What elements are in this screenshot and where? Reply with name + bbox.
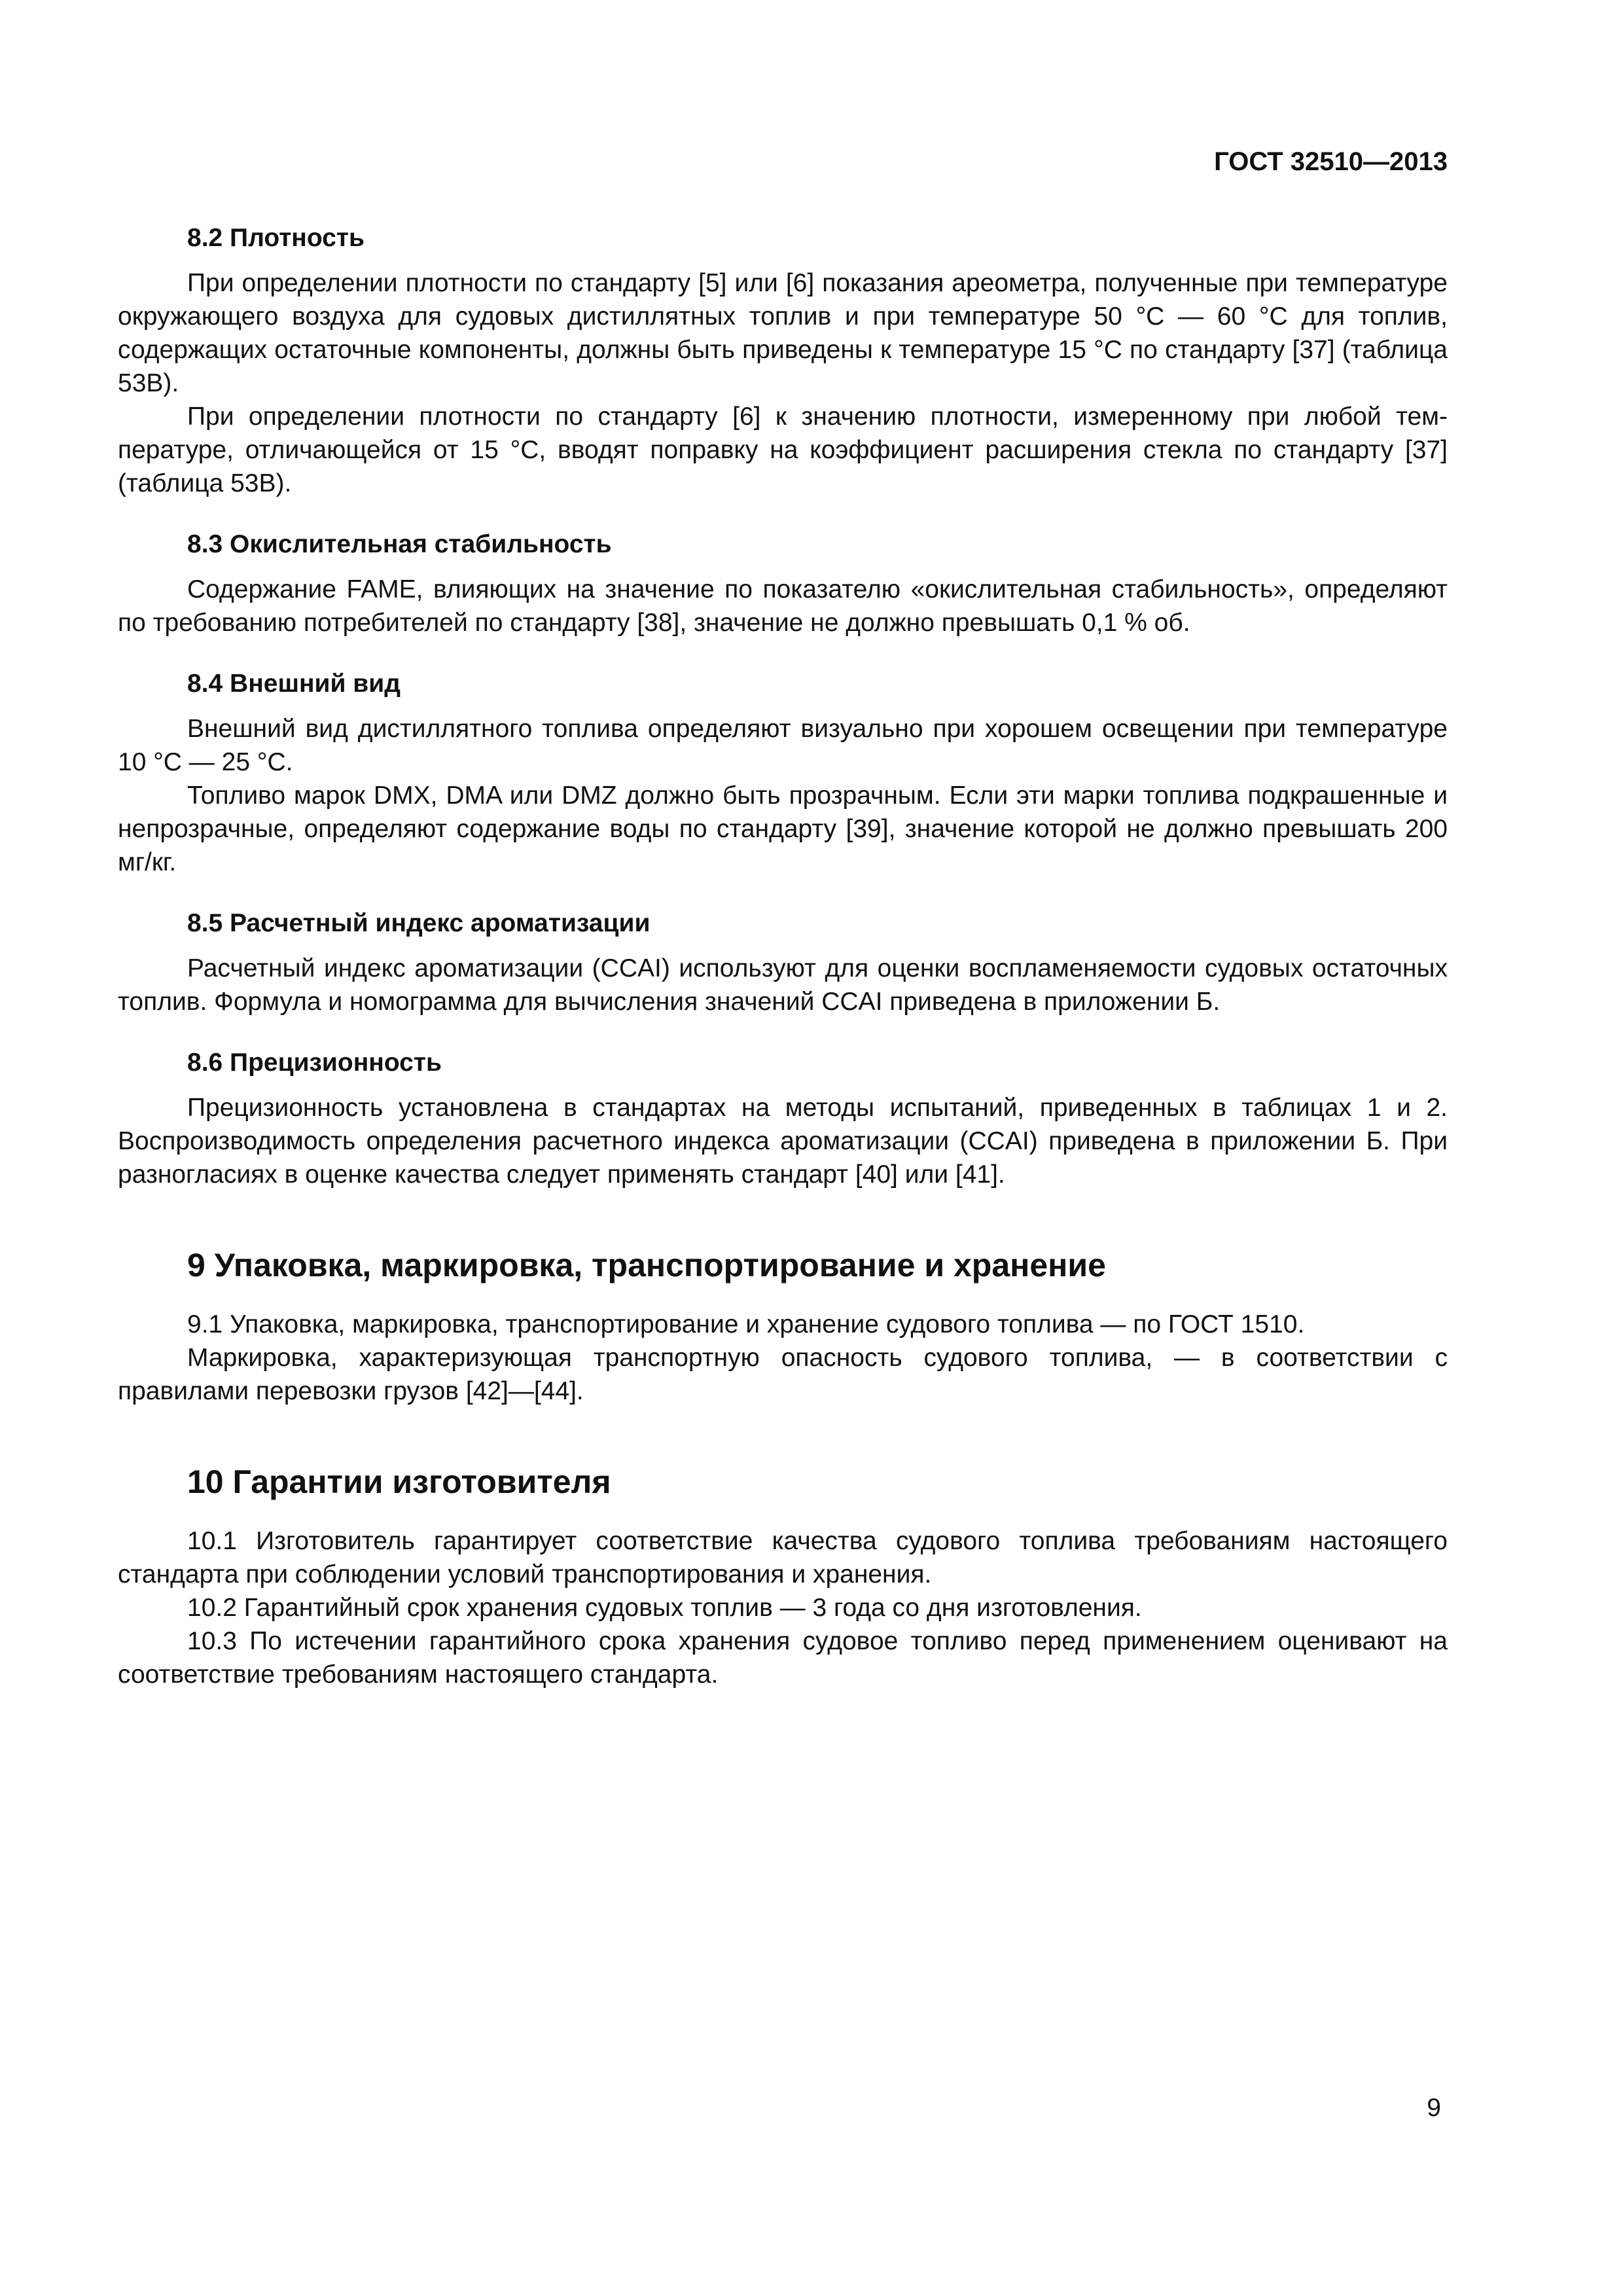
section-title: 10 Гарантии изготовителя xyxy=(187,1463,611,1500)
paragraph: Внешний вид дистиллятного топлива определяют визуально при хорошем освещении при температуре 10 °С — 25 °С. xyxy=(118,715,1448,776)
subsection-title: 8.2 Плотность xyxy=(187,224,365,252)
section-title: 9 Упаковка, маркировка, транспортирование и хранение xyxy=(187,1247,1106,1283)
section-10 xyxy=(118,1462,1448,1691)
paragraph: Маркировка, характеризующая транспортную опасность судового топлива, — в соответствии с правилами перевозки грузов [42]—[44]. xyxy=(118,1344,1448,1405)
paragraph: 9.1 Упаковка, маркировка, транспортирование и хранение судового топлива — по ГОСТ 1510. xyxy=(187,1310,1305,1338)
paragraph: Расчетный индекс ароматизации (CCAI) используют для оценки воспламеняемости судовых остаточных топлив. Формула и номограмма для вычисления значений CCAI приведена в приложении Б. xyxy=(118,954,1448,1016)
paragraph: 10.3 По истечении гарантийного срока хранения судовое топливо перед применением оценивают на соответствие требованиям настоящего стандарта. xyxy=(118,1627,1448,1689)
subsection-8-4 xyxy=(118,667,1448,879)
subsection-8-5 xyxy=(118,906,1448,1018)
subsection-title: 8.3 Окислительная стабильность xyxy=(187,530,612,558)
subsection-8-6 xyxy=(118,1046,1448,1191)
page-number: 9 xyxy=(1427,2094,1441,2122)
document-body xyxy=(118,221,1448,1691)
paragraph: При определении плотности по стандарту [5] или [6] показания ареометра, полученные при температуре окружающего воздуха для судовых дистиллятных топлив и при температуре 50 °С — 60 °С для топлив, содержащих остаточные компоненты, должны быть приведены к температуре 15 °С по стандарту [37] (таблица 53В). xyxy=(118,269,1448,397)
subsection-title: 8.6 Прецизионность xyxy=(187,1049,442,1077)
paragraph: 10.2 Гарантийный срок хранения судовых топлив — 3 года со дня изготовления. xyxy=(187,1594,1142,1622)
subsection-8-2 xyxy=(118,221,1448,500)
subsection-title: 8.4 Внешний вид xyxy=(187,670,401,698)
paragraph: При определении плотности по стандарту [6] к значению плотности, измеренному при любой температуре, отличающейся от 15 °С, вводят поправку на коэффициент расширения стекла по стандарту [37] (таблица 53В). xyxy=(118,403,1448,497)
paragraph: Содержание FAME, влияющих на значение по показателю «окислительная стабильность», определяют по требованию потребителей по стандарту [38], значение не должно превышать 0,1 % об. xyxy=(118,575,1448,637)
paragraph: Топливо марок DMX, DMA или DMZ должно быть прозрачным. Если эти марки топлива подкрашенные и непрозрачные, определяют содержание воды по стандарту [39], значение которой не должно превышать 200 мг/кг. xyxy=(118,781,1448,876)
subsection-title: 8.5 Расчетный индекс ароматизации xyxy=(187,909,651,937)
paragraph: 10.1 Изготовитель гарантирует соответствие качества судового топлива требованиям настоящего стандарта при соблюдении условий транспортирования и хранения. xyxy=(118,1527,1448,1588)
paragraph: Прецизионность установлена в стандартах на методы испытаний, приведенных в таблицах 1 и 2. Воспроизводимость определения расчетного индекса ароматизации (CCAI) приведена в приложении Б. При разногласиях в оценке качества следует применять стандарт [40] или [41]. xyxy=(118,1094,1448,1189)
section-9 xyxy=(118,1245,1448,1408)
document-code-header: ГОСТ 32510—2013 xyxy=(1214,147,1448,176)
subsection-8-3 xyxy=(118,528,1448,639)
